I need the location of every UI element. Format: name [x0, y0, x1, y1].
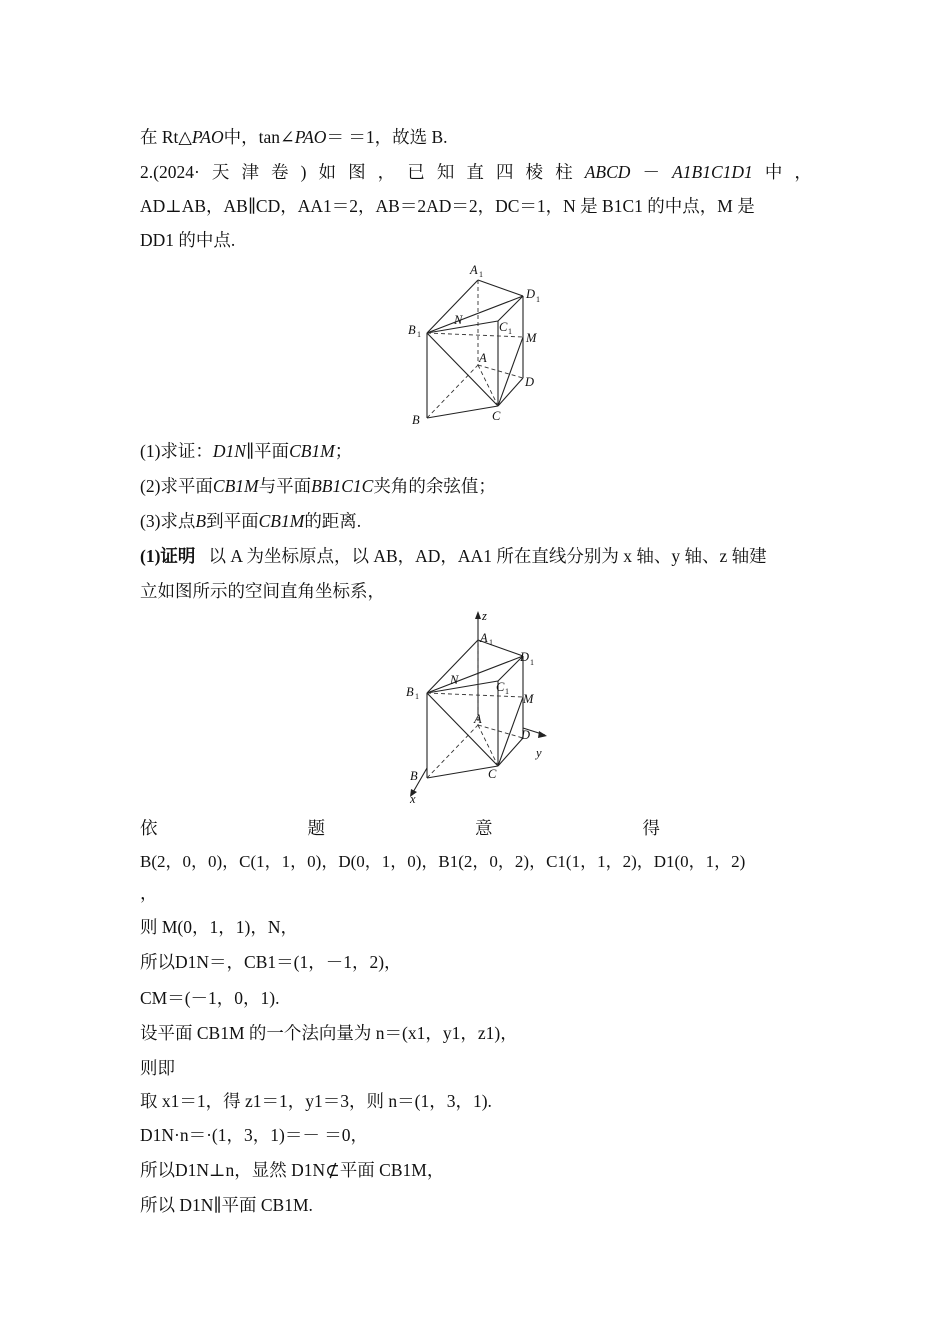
word: ，	[377, 162, 396, 182]
math: CB1M	[289, 441, 335, 461]
vectors-line: 所以D1N＝，CB1＝(1，－1，2)，	[140, 952, 402, 972]
segment-a-c	[478, 725, 498, 766]
problem-statement-line-1	[140, 161, 812, 183]
label-sub: 1	[415, 692, 419, 701]
word: 津	[241, 162, 259, 182]
word: 得	[642, 818, 660, 838]
label-sub: 1	[530, 658, 534, 667]
coordinates-line: B(2，0，0)，C(1，1，0)，D(0，1，0)，B1(2，0，2)，C1(1，1，2)，D1(0，1，2)	[140, 852, 746, 871]
label-d1: D	[520, 650, 530, 664]
previous-answer-line	[140, 126, 448, 148]
y-axis-arrow	[538, 731, 547, 738]
dash: －	[642, 162, 660, 182]
label-m: M	[526, 331, 537, 345]
comma: ，	[794, 162, 812, 182]
math: BB1C1C	[311, 476, 374, 496]
conclusion-line: 所以 D1N∥平面 CB1M.	[140, 1195, 313, 1215]
label-sub: 1	[536, 295, 540, 304]
prism-figure-2	[400, 608, 560, 806]
label-y: y	[536, 746, 542, 760]
word: 已	[407, 162, 425, 182]
math: PAO	[294, 127, 327, 147]
system-line: 则即	[140, 1058, 175, 1078]
text: (1)求证：	[140, 441, 213, 461]
comma-line: ，	[140, 883, 158, 903]
label-sub: 1	[479, 270, 483, 279]
word: 题	[307, 818, 325, 838]
label-c: C	[492, 409, 501, 423]
text: 在 Rt△	[140, 127, 192, 147]
label-c1: C	[496, 680, 505, 694]
label-x: x	[410, 792, 416, 806]
label-b: B	[412, 413, 420, 427]
word: 四	[495, 162, 514, 182]
solution-line-1	[140, 545, 767, 567]
label-sub: 1	[508, 327, 512, 336]
text: 与平面	[258, 476, 312, 496]
edge-d-c	[498, 378, 523, 406]
label-b1: B	[408, 323, 416, 337]
label-b1: B	[406, 685, 414, 699]
word: 知	[436, 162, 455, 182]
label-a1: A	[470, 263, 478, 277]
edge-b1-a1	[427, 280, 478, 333]
edge-b1-c1	[427, 321, 498, 333]
word: 天	[211, 162, 230, 182]
word: 如	[318, 162, 336, 182]
math: A1B1C1D1	[672, 162, 753, 182]
question-3	[140, 510, 361, 532]
cm-line: CM＝(－1，0，1).	[140, 988, 280, 1008]
label-b: B	[410, 769, 418, 783]
question-1	[140, 440, 352, 462]
edge-d1-c1	[498, 296, 523, 321]
problem-number: 2.(2024·	[140, 162, 200, 182]
label-d: D	[521, 728, 531, 742]
label-d1: D	[526, 287, 536, 301]
segment-b1-c	[427, 333, 498, 406]
label-n: N	[454, 313, 463, 327]
math: ABCD	[584, 162, 631, 182]
label-a1: A	[480, 631, 488, 645]
math: PAO	[191, 127, 224, 147]
edge-b1-c1	[427, 681, 498, 693]
edge-d-c	[498, 738, 523, 766]
label-z: z	[482, 609, 487, 623]
edge-a-d	[478, 365, 523, 378]
text: ；	[334, 441, 353, 461]
z-axis-arrow	[475, 611, 481, 619]
text: 以 A 为坐标原点，以 AB，AD，AA1 所在直线分别为 x 轴、y 轴、z 轴建	[208, 546, 767, 566]
edge-b-a	[427, 365, 478, 418]
problem-statement-line-2: AD⊥AB，AB∥CD，AA1＝2，AB＝2AD＝2，DC＝1，N 是 B1C1 的中点，M 是	[140, 196, 755, 216]
edge-a1-d1	[478, 280, 523, 296]
math: CB1M	[212, 476, 259, 496]
word: 柱	[555, 162, 573, 182]
word: 中	[764, 162, 783, 182]
label-a: A	[474, 712, 482, 726]
label-c: C	[488, 767, 497, 781]
segment-a-c	[478, 365, 498, 406]
math: CB1M	[258, 511, 305, 531]
text: 夹角的余弦值；	[373, 476, 496, 496]
word: )	[300, 162, 307, 182]
take-values-line: 取 x1＝1，得 z1＝1，y1＝3，则 n＝(1，3，1).	[140, 1091, 492, 1111]
label-n: N	[450, 673, 459, 687]
math: D1N	[212, 441, 246, 461]
text: 到平面	[206, 511, 259, 531]
perpendicular-line: 所以D1N⊥n，显然 D1N⊄平面 CB1M，	[140, 1160, 445, 1180]
problem-statement-line-3: DD1 的中点.	[140, 230, 236, 250]
prism-figure-1	[400, 258, 560, 430]
edge-b-a	[427, 725, 478, 778]
proof-label: (1)证明	[140, 546, 196, 566]
word: 意	[475, 818, 493, 838]
dot-product-line: D1N·n＝·(1，3，1)＝－ ＝0，	[140, 1125, 368, 1145]
segment-b1-c	[427, 693, 498, 766]
text: (2)求平面	[140, 476, 213, 496]
label-sub: 1	[505, 687, 509, 696]
edge-a-d	[478, 725, 523, 738]
word: 棱	[525, 162, 544, 182]
text: 中，tan∠	[223, 127, 295, 147]
word: 直	[466, 162, 484, 182]
solution-line-2: 立如图所示的空间直角坐标系，	[140, 581, 385, 601]
normal-vector-line: 设平面 CB1M 的一个法向量为 n＝(x1，y1，z1)，	[140, 1023, 518, 1043]
question-2	[140, 475, 496, 497]
text: 的距离.	[304, 511, 362, 531]
text: ∥平面	[245, 441, 290, 461]
text: ＝ ＝1，故选 B.	[326, 127, 448, 147]
m-n-line: 则 M(0，1，1)，N，	[140, 917, 298, 937]
label-d: D	[525, 375, 535, 389]
label-sub: 1	[489, 638, 493, 647]
math: B	[195, 511, 207, 531]
label-c1: C	[499, 320, 508, 334]
word: 依	[140, 818, 158, 838]
text: (3)求点	[140, 511, 196, 531]
label-sub: 1	[417, 330, 421, 339]
according-line	[140, 817, 660, 839]
edge-b-c	[427, 406, 498, 418]
label-a: A	[479, 351, 487, 365]
label-m: M	[523, 692, 534, 706]
word: 图	[348, 162, 366, 182]
word: 卷	[271, 162, 289, 182]
